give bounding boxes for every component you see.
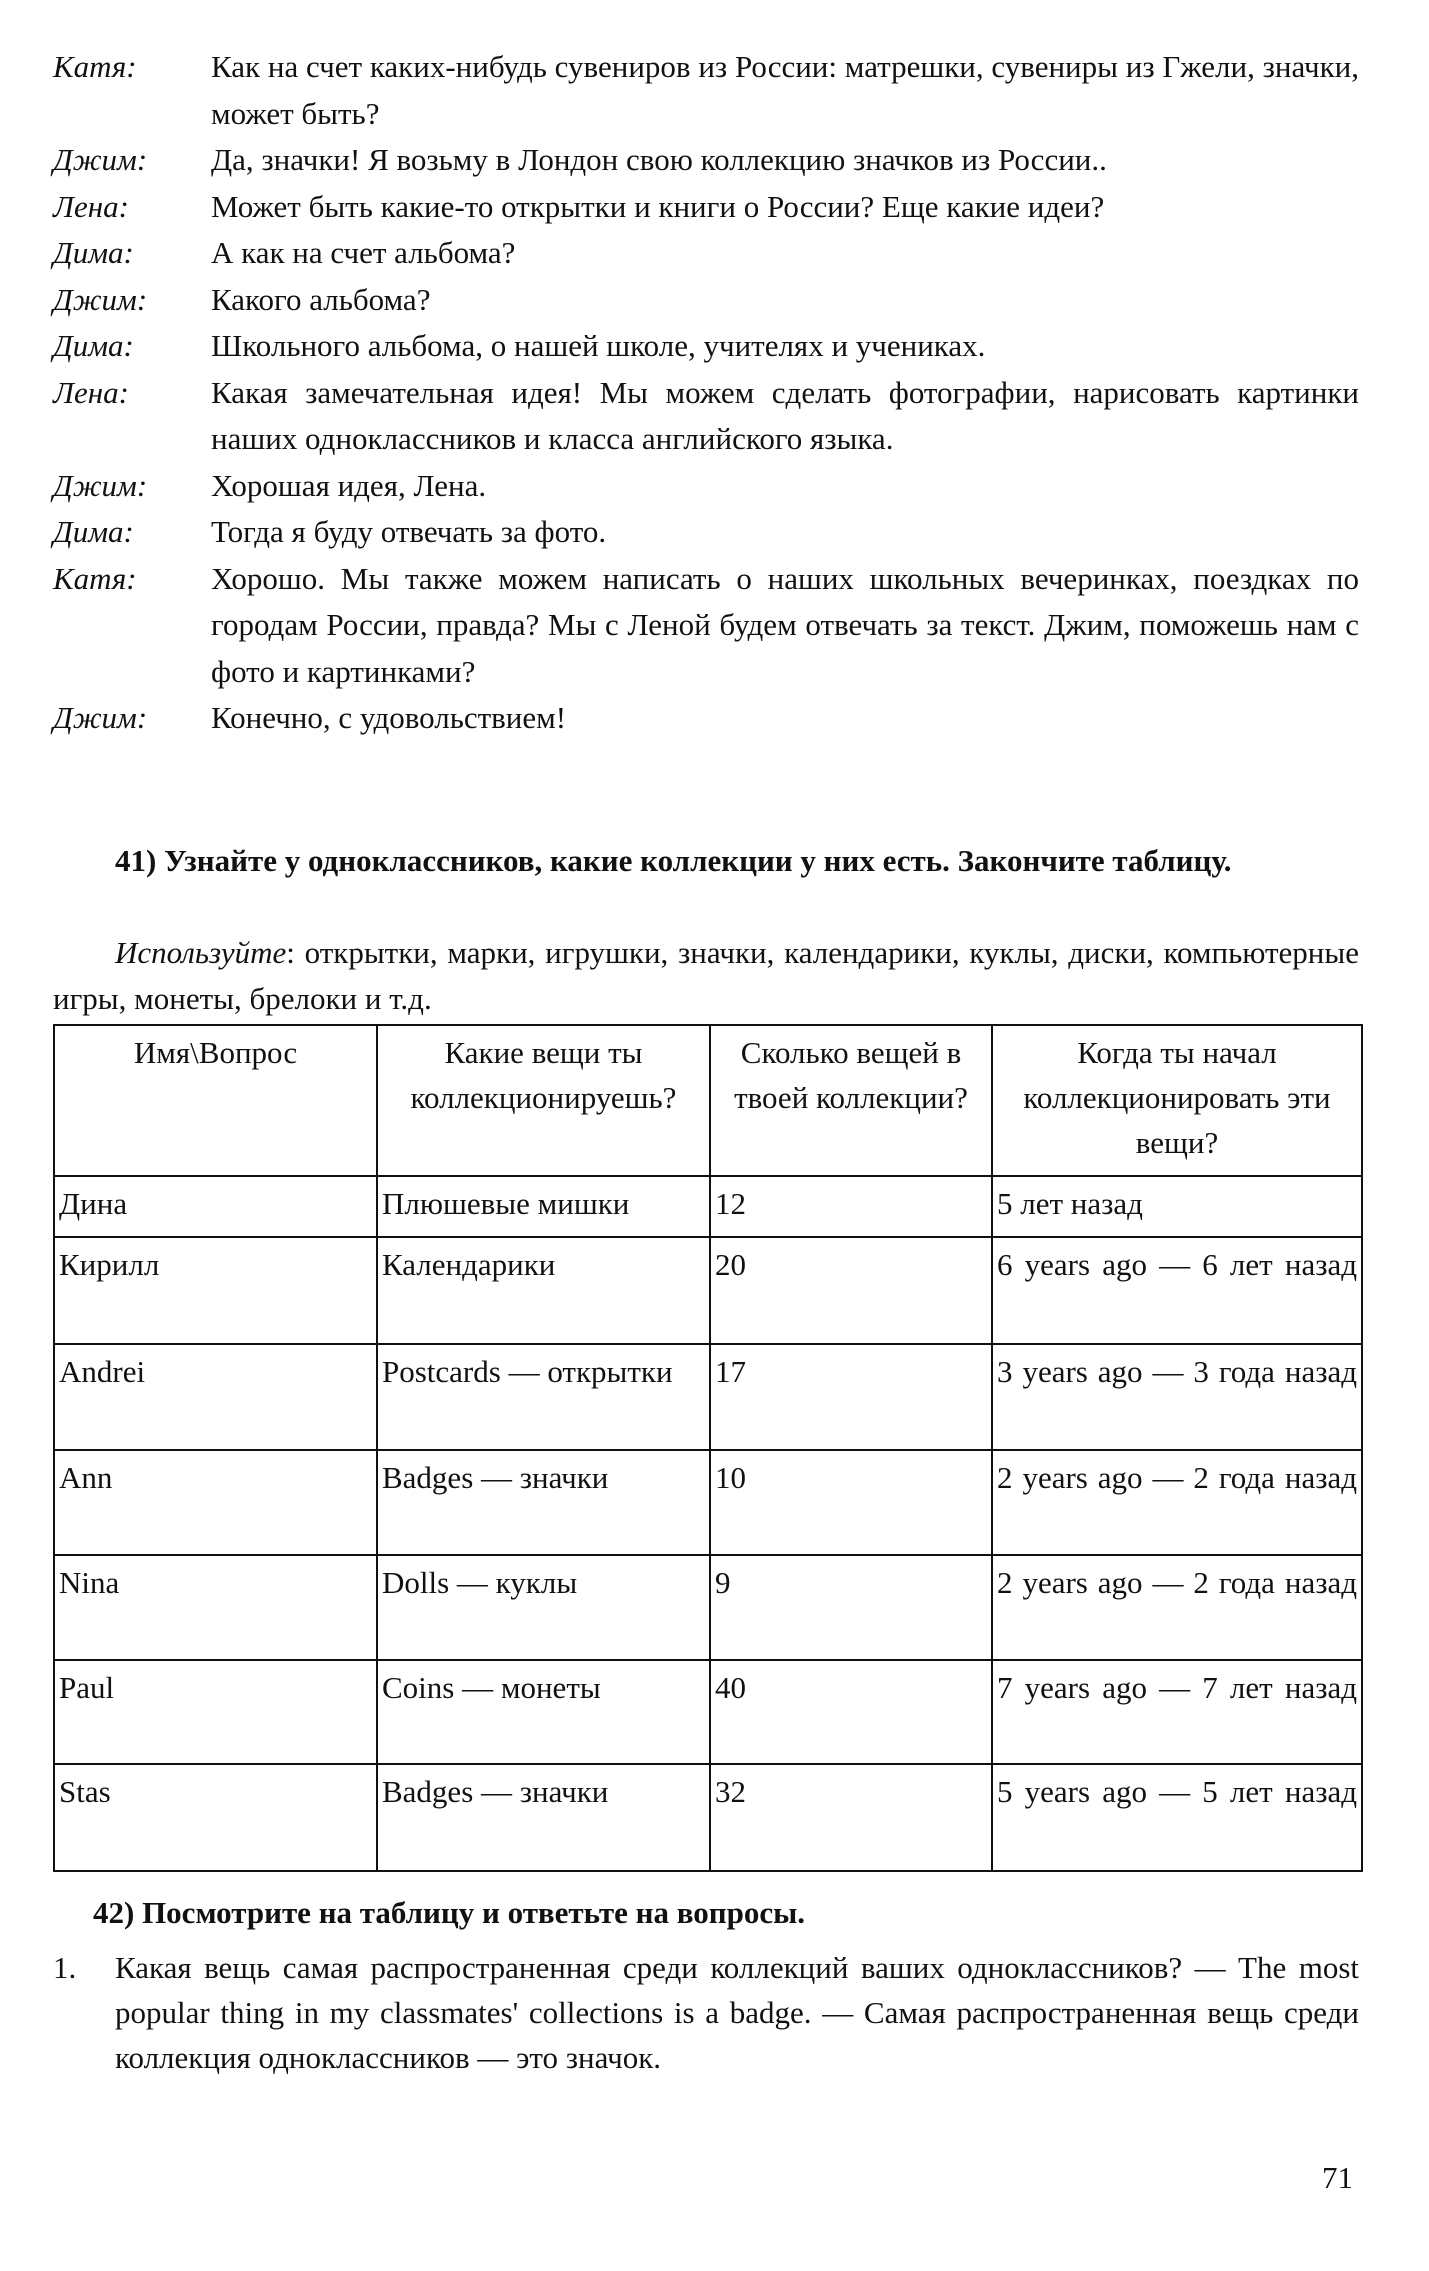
- header-count: Сколько вещей в твоей коллекции?: [710, 1025, 992, 1176]
- table-row: [54, 1450, 1362, 1555]
- cell-when: 6 years ago — 6 лет назад: [992, 1237, 1362, 1344]
- dialogue-line: [53, 184, 1359, 231]
- dialogue-line: [53, 277, 1359, 324]
- task-41-instructions: [53, 930, 1359, 1022]
- dialogue-line: [53, 230, 1359, 277]
- dialogue-line: [53, 509, 1359, 556]
- dialogue-line: [53, 137, 1359, 184]
- cell-when: 2 years ago — 2 года назад: [992, 1555, 1362, 1660]
- speaker: Дима:: [53, 235, 134, 270]
- cell-name: Andrei: [54, 1344, 377, 1450]
- utterance: Школьного альбома, о нашей школе, учителях и учениках.: [211, 328, 986, 363]
- cell-name: Ann: [54, 1450, 377, 1555]
- cell-when: 5 лет назад: [992, 1176, 1362, 1237]
- header-when: Когда ты начал коллекционировать эти вещи?: [992, 1025, 1362, 1176]
- utterance: А как на счет альбома?: [211, 235, 516, 270]
- speaker: Дима:: [53, 328, 134, 363]
- dialogue-line: [53, 463, 1359, 510]
- utterance: Может быть какие-то открытки и книги о России? Еще какие идеи?: [211, 188, 1105, 224]
- utterance: Какая замечательная идея! Мы можем сделать фотографии, нарисовать картинки наших одноклассников и класса английского языка.: [211, 374, 1359, 456]
- cell-name: Дина: [54, 1176, 377, 1237]
- utterance: Да, значки! Я возьму в Лондон свою коллекцию значков из России..: [211, 142, 1107, 177]
- speaker: Катя:: [53, 560, 137, 596]
- cell-count: 17: [710, 1344, 992, 1450]
- table-row: [54, 1176, 1362, 1237]
- table-row: [54, 1764, 1362, 1871]
- dialogue-line: [53, 370, 1359, 463]
- cell-when: 5 years ago — 5 лет назад: [992, 1764, 1362, 1871]
- cell-items: Coins — монеты: [377, 1660, 710, 1764]
- dialogue-line: [53, 695, 1359, 742]
- speaker: Джим:: [53, 281, 148, 317]
- cell-name: Nina: [54, 1555, 377, 1660]
- dialogue: [53, 44, 1359, 742]
- speaker: Дима:: [53, 514, 134, 549]
- utterance: Хорошо. Мы также можем написать о наших школьных вечеринках, поездках по городам России, правда? Мы с Леной будем отвечать за текст. Джим, поможешь нам с фото и картинками?: [211, 560, 1359, 689]
- utterance: Какого альбома?: [211, 281, 431, 317]
- dialogue-line: [53, 556, 1359, 696]
- task-42-title: 42) Посмотрите на таблицу и ответьте на вопросы.: [93, 1895, 806, 1930]
- speaker: Катя:: [53, 49, 137, 84]
- speaker: Джим:: [53, 142, 148, 177]
- cell-items: Календарики: [377, 1237, 710, 1344]
- dialogue-line: [53, 323, 1359, 370]
- speaker: Лена:: [53, 374, 129, 410]
- speaker: Лена:: [53, 188, 129, 224]
- utterance: Тогда я буду отвечать за фото.: [211, 514, 607, 549]
- table-row: [54, 1344, 1362, 1450]
- cell-count: 32: [710, 1764, 992, 1871]
- item-text: Какая вещь самая распространенная среди коллекций ваших одноклассников? — The most popular thing in my classmates' collections is a badge. — Самая распространенная вещь среди коллекция одноклассников — это значок.: [115, 1950, 1359, 2075]
- cell-count: 12: [710, 1176, 992, 1237]
- utterance: Хорошая идея, Лена.: [211, 467, 487, 503]
- utterance: Конечно, с удовольствием!: [211, 700, 567, 735]
- cell-items: Postcards — открытки: [377, 1344, 710, 1450]
- page-number: 71: [1322, 2160, 1353, 2195]
- collections-table: [53, 1024, 1363, 1872]
- speaker: Джим:: [53, 700, 148, 735]
- table-row: [54, 1237, 1362, 1344]
- question-list: [53, 1945, 1359, 2080]
- cell-when: 7 years ago — 7 лет назад: [992, 1660, 1362, 1764]
- use-text: : открытки, марки, игрушки, значки, календарики, куклы, диски, компьютерные игры, монеты, брелоки и т.д.: [53, 935, 1359, 1016]
- speaker: Джим:: [53, 467, 148, 503]
- header-items: Какие вещи ты коллекционируешь?: [377, 1025, 710, 1176]
- list-item: [53, 1945, 1359, 2080]
- cell-items: Badges — значки: [377, 1450, 710, 1555]
- cell-count: 40: [710, 1660, 992, 1764]
- cell-count: 20: [710, 1237, 992, 1344]
- table-row: [54, 1555, 1362, 1660]
- cell-items: Плюшевые мишки: [377, 1176, 710, 1237]
- cell-items: Dolls — куклы: [377, 1555, 710, 1660]
- utterance: Как на счет каких-нибудь сувениров из России: матрешки, сувениры из Гжели, значки, может быть?: [211, 49, 1359, 131]
- cell-items: Badges — значки: [377, 1764, 710, 1871]
- table-header-row: [54, 1025, 1362, 1176]
- cell-name: Stas: [54, 1764, 377, 1871]
- header-name: Имя\Вопрос: [54, 1025, 377, 1176]
- table-row: [54, 1660, 1362, 1764]
- item-number: 1.: [53, 1950, 77, 1985]
- cell-count: 10: [710, 1450, 992, 1555]
- cell-when: 2 years ago — 2 года назад: [992, 1450, 1362, 1555]
- cell-count: 9: [710, 1555, 992, 1660]
- cell-when: 3 years ago — 3 года назад: [992, 1344, 1362, 1450]
- cell-name: Кирилл: [54, 1237, 377, 1344]
- cell-name: Paul: [54, 1660, 377, 1764]
- task-41-title: 41) Узнайте у одноклассников, какие коллекции у них есть. Закончите таблицу.: [115, 843, 1232, 878]
- dialogue-line: [53, 44, 1359, 137]
- use-label: Используйте: [115, 935, 287, 970]
